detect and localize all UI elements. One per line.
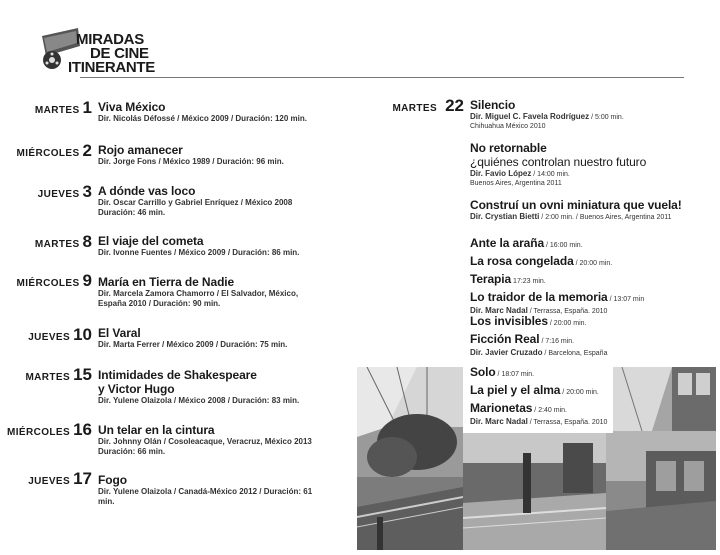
film-duration: / 13:07 min [607,296,645,303]
film-title: La piel y el alma [470,383,561,397]
film-director: Dir. Marc Nadal [470,417,528,426]
film-director: Dir. Javier Cruzado [470,348,543,357]
entry-date [0,98,92,118]
film-duration: / 2:00 min. / Buenos Aires, Argentina 2011 [539,214,672,221]
film-duration: 17:23 min. [511,278,546,285]
day-name: MARTES [25,372,71,383]
film-duration: / 16:00 min. [544,242,583,249]
film-title: El viaje del cometa [98,234,204,248]
film-credits-line-2: Duración: 46 min. [98,208,166,217]
film-credits: Dir. Oscar Carrillo y Gabriel Enríquez / México 2008 [98,198,293,207]
entry-date [0,420,92,440]
building-photo-left [357,367,463,550]
day-name: MIÉRCOLES [16,278,80,289]
entry-date [0,469,92,489]
day-number: 8 [82,232,92,251]
day-number: 1 [82,98,92,117]
film-duration: / 20:00 min. [547,320,587,327]
film-place: / Barcelona, España [542,350,608,357]
day-name: MARTES [392,103,438,114]
day-number: 15 [73,365,92,384]
film-title: Viva México [98,100,166,114]
day-name: MARTES [34,239,80,250]
film-duration: / 18:07 min. [495,371,535,378]
film-title: La rosa congelada [470,254,574,268]
film-title: Marionetas [470,401,533,415]
logo-line-3: ITINERANTE [68,59,156,76]
day-number: 22 [445,96,464,115]
entry-date [0,182,92,202]
entry-date [0,325,92,345]
film-title: Lo traidor de la memoria [470,290,608,304]
day-number: 9 [82,271,92,290]
film-title: No retornable [470,141,547,155]
day-name: MARTES [34,105,80,116]
building-photo-bottom-right [606,431,716,550]
building-photo-center [463,433,606,550]
film-credits: Dir. Ivonne Fuentes / México 2009 / Duración: 86 min. [98,248,300,257]
film-title: Silencio [470,98,516,112]
film-credits-line-2: España 2010 / Duración: 90 min. [98,299,221,308]
day-number: 3 [82,182,92,201]
film-title: Ficción Real [470,332,540,346]
film-duration: / 20:00 min. [560,389,599,396]
film-title: Fogo [98,473,127,487]
program-block-marc-nadal-2 [470,363,715,428]
film-title: Terapia [470,272,512,286]
day-number: 16 [73,420,92,439]
film-duration: / 2:40 min. [532,407,567,414]
film-subtitle: ¿quiénes controlan nuestro futuro [470,155,647,169]
film-title: Solo [470,365,496,379]
day-name: JUEVES [28,332,71,343]
film-credits-line-2: Duración: 66 min. [98,447,166,456]
entry-date [0,141,92,161]
day-number: 2 [82,141,92,160]
festival-logo [38,24,156,80]
film-title: Construí un ovni miniatura que vuela! [470,198,682,212]
film-title: Ante la araña [470,236,545,250]
day-name: MIÉRCOLES [7,427,71,438]
film-duration: / 20:00 min. [573,260,613,267]
program-block-no-retornable [470,141,710,187]
day-number: 10 [73,325,92,344]
building-image [606,431,716,550]
film-title: Rojo amanecer [98,143,183,157]
program-block-marc-nadal-1 [470,234,715,317]
logo-line-2: DE CINE [90,45,149,62]
film-title-line-2: y Victor Hugo [98,382,175,396]
film-title: Los invisibles [470,314,548,328]
entry-date [0,232,92,252]
film-credits: Dir. Johnny Olán / Cosoleacaque, Veracruz, México 2013 [98,437,312,446]
entry-date [0,365,92,385]
program-block-silencio [470,98,710,130]
program-block-ovni [470,198,715,223]
film-duration: / 14:00 min. [531,171,570,178]
film-credits-line-2: min. [98,497,115,506]
day-number: 17 [73,469,92,488]
film-title: A dónde vas loco [98,184,196,198]
day-name: MIÉRCOLES [16,148,80,159]
film-title: Un telar en la cintura [98,423,215,437]
film-credits: Dir. Marta Ferrer / México 2009 / Duración: 75 min. [98,340,288,349]
film-title: El Varal [98,326,141,340]
entry-date [0,271,92,291]
film-place: Chihuahua México 2010 [470,123,546,130]
film-credits: Dir. Nicolás Défossé / México 2009 / Duración: 120 min. [98,114,307,123]
film-place: / Terrassa, España. 2010 [527,308,608,315]
film-credits: Dir. Yulene Olaizola / México 2008 / Duración: 83 min. [98,396,300,405]
film-credits: Dir. Yulene Olaizola / Canadá-México 2012 / Duración: 61 [98,487,313,496]
film-director: Dir. Miguel C. Favela Rodríguez [470,112,590,121]
film-duration: / 5:00 min. [589,114,624,121]
film-title: María en Tierra de Nadie [98,275,235,289]
logo-line-1: MIRADAS [76,31,144,48]
film-credits: Dir. Jorge Fons / México 1989 / Duración: 96 min. [98,157,284,166]
film-title: Intimidades de Shakespeare [98,368,257,382]
film-duration: / 7:16 min. [539,338,575,345]
day-name: JUEVES [37,189,80,200]
film-credits: Dir. Marcela Zamora Chamorro / El Salvador, México, [98,289,299,298]
film-director: Dir. Crystian Bietti [470,212,540,221]
building-image [357,367,463,550]
building-image [463,433,606,550]
program-block-javier-cruzado [470,312,715,359]
day-name: JUEVES [28,476,71,487]
film-director: Dir. Favio López [470,169,532,178]
film-place: Buenos Aires, Argentina 2011 [470,180,562,187]
film-place: / Terrassa, España. 2010 [527,419,608,426]
entry-date [370,96,464,116]
header-divider [80,77,684,78]
film-director: Dir. Marc Nadal [470,306,528,315]
